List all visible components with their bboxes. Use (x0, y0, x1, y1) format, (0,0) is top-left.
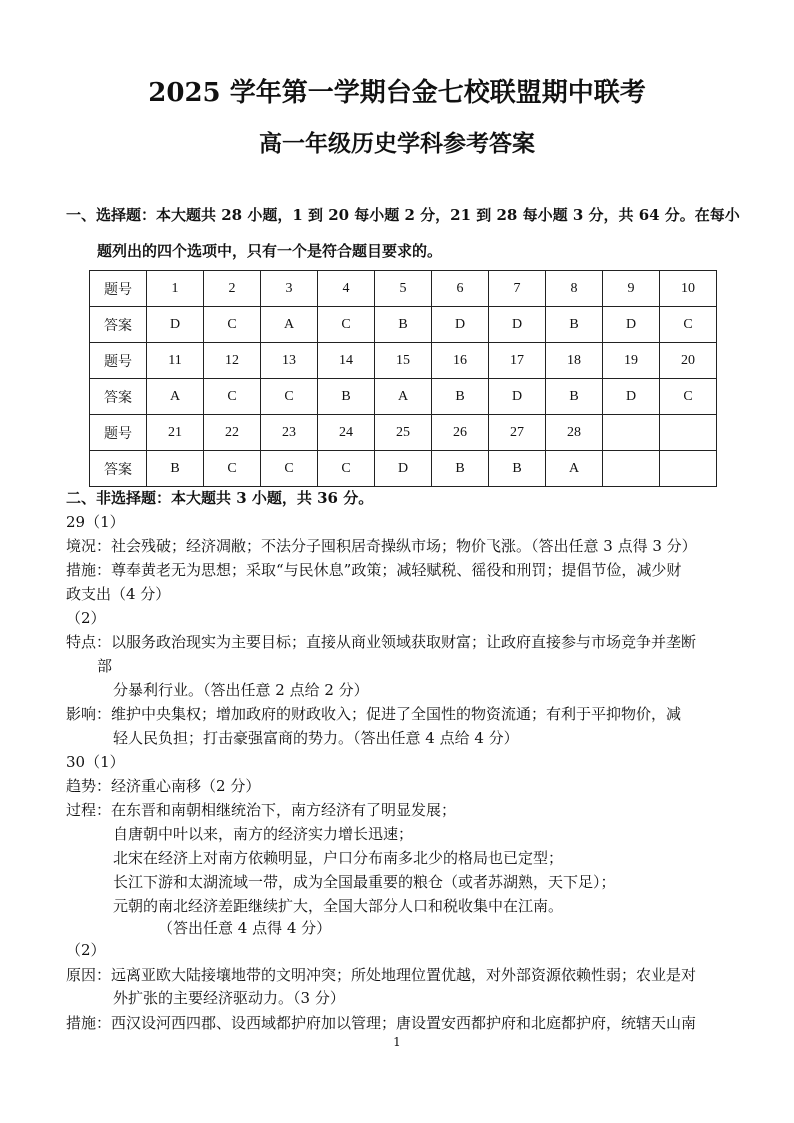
table-cell: 25 (375, 415, 432, 451)
answer-line: 境况：社会残破；经济凋敝；不法分子囤积居奇操纵市场；物价飞涨。（答出任意 3 点得 3 分） (66, 537, 697, 555)
table-cell: 11 (147, 343, 204, 379)
table-cell: B (375, 307, 432, 343)
table-cell: 26 (432, 415, 489, 451)
table-cell: 27 (489, 415, 546, 451)
answer-line: 趋势：经济重心南移（2 分） (66, 777, 261, 795)
table-cell: 18 (546, 343, 603, 379)
row-label: 答案 (90, 379, 147, 415)
table-cell: 2 (204, 271, 261, 307)
table-cell: C (660, 379, 717, 415)
table-cell: 20 (660, 343, 717, 379)
answer-line: 措施：西汉设河西四郡、设西域都护府加以管理；唐设置安西都护府和北庭都护府，统辖天山南 (66, 1014, 697, 1032)
section1-instruction-line: 题列出的四个选项中，只有一个是符合题目要求的。 (97, 242, 443, 260)
answer-line: 过程：在东晋和南朝相继统治下，南方经济有了明显发展； (66, 801, 457, 819)
table-row (90, 415, 717, 451)
table-cell: 10 (660, 271, 717, 307)
table-cell: 8 (546, 271, 603, 307)
table-cell: C (204, 307, 261, 343)
row-label: 题号 (90, 415, 147, 451)
page-number: 1 (393, 1035, 401, 1049)
table-cell: C (204, 451, 261, 487)
table-cell: A (375, 379, 432, 415)
table-cell-empty (603, 415, 660, 451)
table-cell: C (660, 307, 717, 343)
answer-line: 北宋在经济上对南方依赖明显，户口分布南多北少的格局也已定型； (113, 849, 564, 867)
section1-instruction-line: 一、选择题：本大题共 28 小题，1 到 20 每小题 2 分，21 到 28 每小题 3 分，共 64 分。在每小 (66, 206, 740, 224)
table-cell: A (261, 307, 318, 343)
table-cell: C (318, 307, 375, 343)
table-cell: C (204, 379, 261, 415)
answer-line: 措施：尊奉黄老无为思想；采取“与民休息”政策；减轻赋税、徭役和刑罚；提倡节俭，减少财 (66, 561, 682, 579)
scoring-note: （答出任意 4 点得 4 分） (158, 919, 332, 937)
table-cell: 7 (489, 271, 546, 307)
table-cell: B (432, 451, 489, 487)
answer-line: 外扩张的主要经济驱动力。（3 分） (113, 989, 345, 1007)
table-cell: B (489, 451, 546, 487)
document-title: 2025 学年第一学期台金七校联盟期中联考 (148, 78, 646, 108)
table-row (90, 451, 717, 487)
table-cell: 15 (375, 343, 432, 379)
row-label: 题号 (90, 271, 147, 307)
table-cell: 3 (261, 271, 318, 307)
table-cell: 19 (603, 343, 660, 379)
table-cell: 13 (261, 343, 318, 379)
table-cell: 5 (375, 271, 432, 307)
row-label: 答案 (90, 451, 147, 487)
answer-line: 分暴利行业。（答出任意 2 点给 2 分） (113, 681, 369, 699)
question-number: 30（1） (66, 753, 125, 771)
table-cell: 4 (318, 271, 375, 307)
table-cell: 6 (432, 271, 489, 307)
table-cell: D (489, 307, 546, 343)
table-cell: B (546, 379, 603, 415)
row-label: 答案 (90, 307, 147, 343)
answer-line: 部 (97, 657, 113, 675)
table-cell: D (603, 379, 660, 415)
answer-line: 特点：以服务政治现实为主要目标；直接从商业领域获取财富；让政府直接参与市场竞争并垄断 (66, 633, 697, 651)
table-cell: 1 (147, 271, 204, 307)
table-row (90, 307, 717, 343)
table-cell: 23 (261, 415, 318, 451)
table-cell: 24 (318, 415, 375, 451)
answer-line: 元朝的南北经济差距继续扩大，全国大部分人口和税收集中在江南。 (113, 897, 564, 915)
table-cell: 16 (432, 343, 489, 379)
table-cell: 28 (546, 415, 603, 451)
document-subtitle: 高一年级历史学科参考答案 (259, 130, 535, 157)
table-cell: D (432, 307, 489, 343)
answer-line: 自唐朝中叶以来，南方的经济实力增长迅速； (113, 825, 414, 843)
answer-line: 政支出（4 分） (66, 585, 171, 603)
table-cell: 17 (489, 343, 546, 379)
table-cell: C (261, 451, 318, 487)
table-row (90, 343, 717, 379)
answer-line: 影响：维护中央集权；增加政府的财政收入；促进了全国性的物资流通；有利于平抑物价，减 (66, 705, 682, 723)
table-cell-empty (660, 415, 717, 451)
table-cell: 22 (204, 415, 261, 451)
table-row (90, 271, 717, 307)
table-cell: D (603, 307, 660, 343)
answer-table (89, 270, 717, 487)
row-label: 题号 (90, 343, 147, 379)
table-cell: D (489, 379, 546, 415)
table-cell: 12 (204, 343, 261, 379)
table-cell: A (546, 451, 603, 487)
table-cell: 14 (318, 343, 375, 379)
question-number: 29（1） (66, 513, 125, 531)
table-cell: 21 (147, 415, 204, 451)
table-cell-empty (660, 451, 717, 487)
table-cell: D (375, 451, 432, 487)
answer-line: 长江下游和太湖流域一带，成为全国最重要的粮仓（或者苏湖熟，天下足）； (113, 873, 616, 891)
answer-line: 轻人民负担；打击豪强富商的势力。（答出任意 4 点给 4 分） (113, 729, 519, 747)
table-cell: A (147, 379, 204, 415)
sub-question-number: （2） (66, 941, 106, 959)
table-cell: D (147, 307, 204, 343)
section2-heading: 二、非选择题：本大题共 3 小题，共 36 分。 (66, 489, 374, 507)
table-cell: C (261, 379, 318, 415)
table-cell: B (318, 379, 375, 415)
table-cell: C (318, 451, 375, 487)
sub-question-number: （2） (66, 609, 106, 627)
table-row (90, 379, 717, 415)
table-cell: B (147, 451, 204, 487)
answer-line: 原因：远离亚欧大陆接壤地带的文明冲突；所处地理位置优越，对外部资源依赖性弱；农业是对 (66, 966, 697, 984)
table-cell: B (432, 379, 489, 415)
table-cell: 9 (603, 271, 660, 307)
table-cell-empty (603, 451, 660, 487)
table-cell: B (546, 307, 603, 343)
